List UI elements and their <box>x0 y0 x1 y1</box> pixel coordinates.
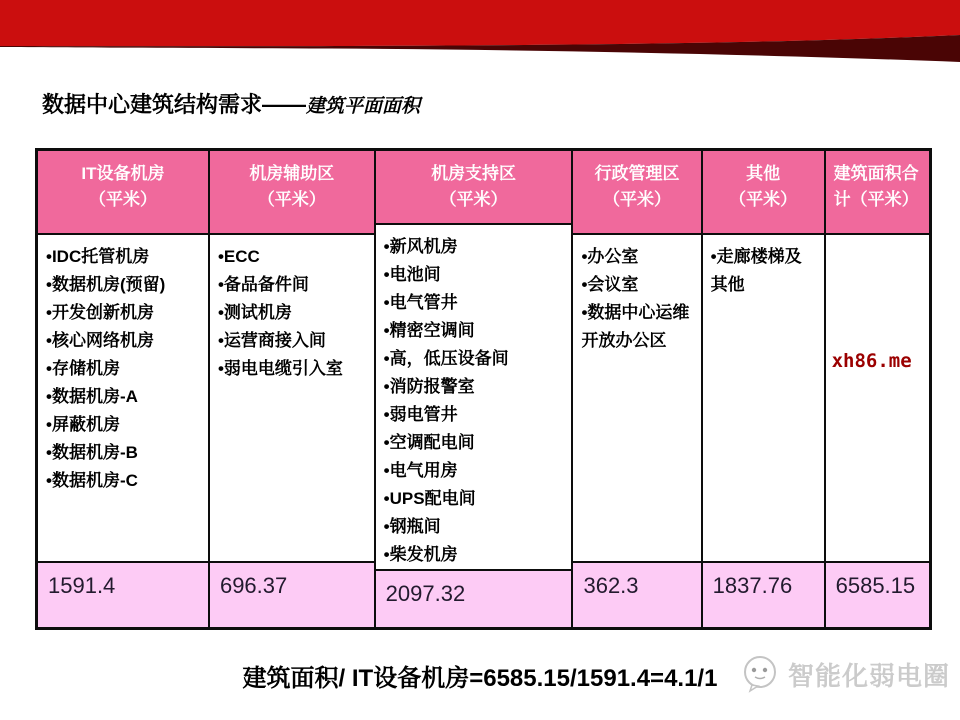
page-title-sub: 建筑平面面积 <box>306 96 421 117</box>
banner-swoosh-graphic <box>0 0 960 70</box>
header-line1: 机房辅助区 <box>249 164 335 183</box>
header-line2: （平米） <box>439 190 508 209</box>
list-item: •测试机房 <box>217 303 292 322</box>
list-item: •ECC <box>217 247 260 266</box>
list-item: •运营商接入间 <box>217 331 326 350</box>
list-item: •弱电电缆引入室 <box>217 359 343 378</box>
total-value: 1837.76 <box>703 561 824 627</box>
area-ratio-formula: 建筑面积/ IT设备机房=6585.15/1591.4=4.1/1 <box>242 665 718 692</box>
list-item: •走廊楼梯及其他 <box>710 247 802 294</box>
room-list <box>703 235 824 561</box>
list-item: •柴发机房 <box>383 544 458 564</box>
header-line2: （平米） <box>603 190 672 209</box>
list-item: •核心网络机房 <box>46 331 154 350</box>
header-line1: 其他 <box>746 164 781 183</box>
total-area-cell <box>826 235 929 561</box>
header-line1: IT设备机房 <box>81 164 165 183</box>
list-item: •IDC托管机房 <box>46 247 150 266</box>
column-header <box>210 151 374 235</box>
top-banner <box>0 0 960 70</box>
list-item: •数据机房-B <box>46 443 138 462</box>
list-item: •数据机房(预留) <box>46 275 166 294</box>
list-item: •屏蔽机房 <box>46 415 120 434</box>
page-title-main: 数据中心建筑结构需求—— <box>42 92 307 117</box>
column-support-area <box>376 151 574 627</box>
column-other <box>703 151 826 627</box>
header-line2: （平米） <box>257 190 326 209</box>
floor-area-table <box>35 148 932 630</box>
header-line1: 行政管理区 <box>594 164 680 183</box>
total-value: 6585.15 <box>826 561 929 627</box>
header-line1: 机房支持区 <box>431 164 517 183</box>
header-line1: 建筑面积合计（平米） <box>833 164 919 209</box>
header-line2: （平米） <box>729 190 798 209</box>
room-list <box>38 235 208 561</box>
column-total-area <box>826 151 929 627</box>
column-header <box>703 151 824 235</box>
list-item: •新风机房 <box>383 236 458 256</box>
room-list <box>376 225 572 569</box>
list-item: •UPS配电间 <box>383 488 476 508</box>
column-header <box>826 151 929 235</box>
column-it-equipment-rooms <box>38 151 210 627</box>
list-item: •消防报警室 <box>383 376 475 396</box>
page-title <box>42 88 922 119</box>
brand-logo-icon <box>738 652 782 696</box>
list-item: •数据机房-C <box>46 471 138 490</box>
column-header <box>573 151 700 235</box>
site-watermark: xh86.me <box>831 350 912 372</box>
room-list <box>573 235 700 561</box>
list-item: •钢瓶间 <box>383 516 441 536</box>
total-value: 362.3 <box>573 561 700 627</box>
column-header <box>376 151 572 225</box>
brand-watermark-text: 智能化弱电圈 <box>788 660 951 691</box>
column-admin-area <box>573 151 702 627</box>
list-item: •电气管井 <box>383 292 458 312</box>
list-item: •电气用房 <box>383 460 458 480</box>
list-item: •备品备件间 <box>217 275 309 294</box>
brand-watermark <box>738 648 960 700</box>
total-value: 2097.32 <box>376 569 572 627</box>
list-item: •精密空调间 <box>383 320 475 340</box>
list-item: •数据中心运维开放办公区 <box>581 303 690 350</box>
list-item: •空调配电间 <box>383 432 475 452</box>
list-item: •办公室 <box>581 247 639 266</box>
column-auxiliary-area <box>210 151 376 627</box>
total-value: 1591.4 <box>38 561 208 627</box>
total-value: 696.37 <box>210 561 374 627</box>
room-list <box>210 235 374 561</box>
list-item: •高，低压设备间 <box>383 348 509 368</box>
list-item: •数据机房-A <box>46 387 138 406</box>
list-item: •电池间 <box>383 264 441 284</box>
list-item: •存储机房 <box>46 359 120 378</box>
list-item: •会议室 <box>581 275 639 294</box>
list-item: •开发创新机房 <box>46 303 154 322</box>
column-header <box>38 151 208 235</box>
list-item: •弱电管井 <box>383 404 458 424</box>
header-line2: （平米） <box>88 190 157 209</box>
